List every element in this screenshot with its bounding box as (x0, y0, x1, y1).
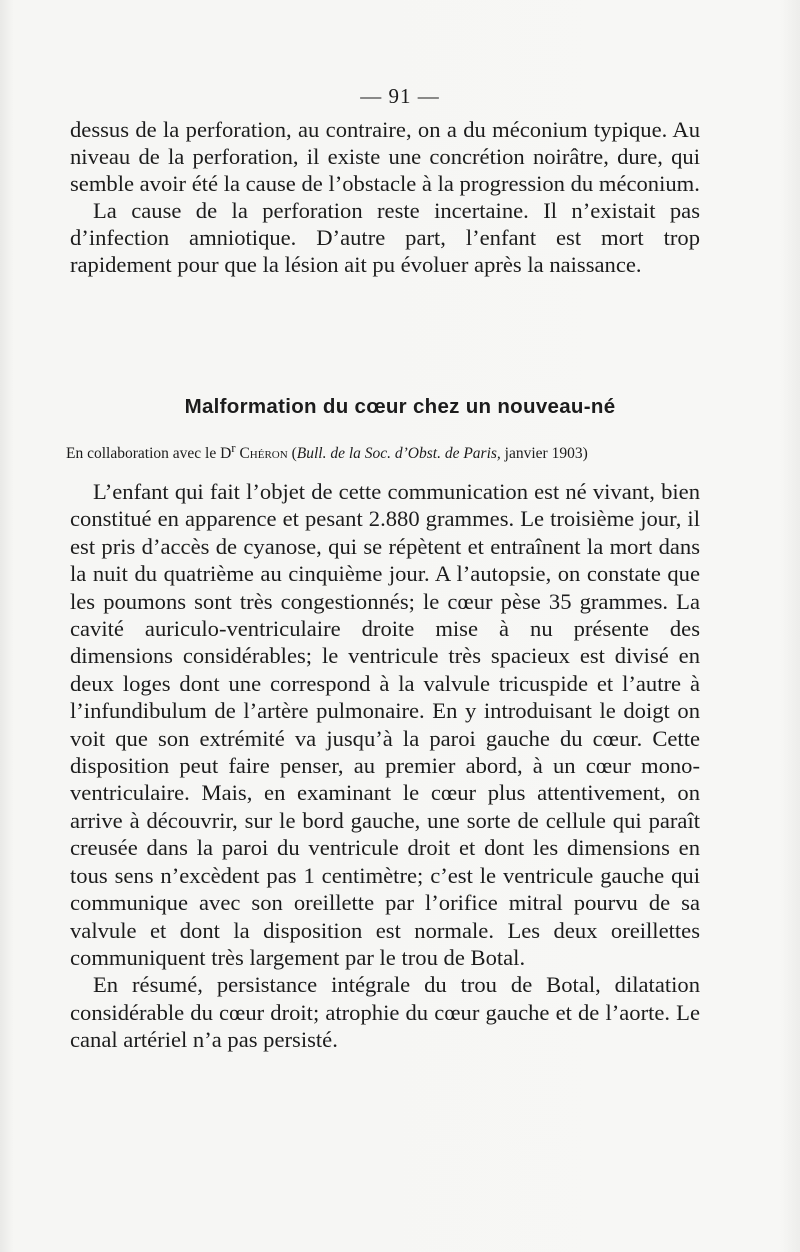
subtitle-author: Chéron (239, 445, 288, 463)
page-number: — 91 — (360, 84, 440, 108)
intro-text (70, 116, 700, 279)
section-body (70, 478, 700, 1054)
paragraph: L’enfant qui fait l’objet de cette communication est né vivant, bien constitué en apparence et pesant 2.880 grammes. Le troisième jour, il est pris d’accès de cyanose, qui se répètent et entraînent la mort dans la nuit du quatrième au cinquième jour. A l’autopsie, on constate que les poumons sont très congestionnés; le cœur pèse 35 grammes. La cavité auriculo-ventriculaire droite mise à nu présente des dimensions considérables; le ventricule très spacieux est divisé en deux loges dont une correspond à la valvule tricuspide et l’autre à l’infundibulum de l’artère pulmonaire. En y introduisant le doigt on voit que son extrémité va jusqu’à la paroi gauche du cœur. Cette disposition peut faire penser, au premier abord, à un cœur mono-ventriculaire. Mais, en examinant le cœur plus attentivement, on arrive à découvrir, sur le bord gauche, une sorte de cellule qui paraît creusée dans la paroi du ventricule droit et dont les dimensions en tous sens n’excèdent pas 1 centimètre; c’est le ventricule gauche qui communique avec son oreillette par l’orifice mitral pourvu de sa valvule et dont la disposition est normale. Les deux oreillettes communiquent très largement par le trou de Botal. (70, 479, 700, 970)
subtitle-journal: Bull. de la Soc. d’Obst. de Paris, (296, 445, 501, 463)
subtitle-date: janvier 1903) (500, 445, 588, 463)
paragraph: dessus de la perforation, au contraire, on a du méconium typique. Au niveau de la perforation, il existe une concrétion noirâtre, dure, qui semble avoir été la cause de l’obstacle à la progression du méconium. (70, 117, 700, 197)
subtitle-prefix: En collaboration avec le D (66, 445, 232, 463)
section-subtitle (66, 440, 706, 463)
paragraph: La cause de la perforation reste incertaine. Il n’existait pas d’infection amniotique. D’autre part, l’enfant est mort trop rapidement pour que la lésion ait pu évoluer après la naissance. (70, 198, 700, 278)
subtitle-superscript: r (231, 440, 236, 455)
subtitle-open-paren: ( (287, 445, 297, 463)
paragraph: En résumé, persistance intégrale du trou de Botal, dilatation considérable du cœur droit; atrophie du cœur gauche et de l’aorte. Le canal artériel n’a pas persisté. (70, 972, 700, 1053)
section-title: Malformation du cœur chez un nouveau-né (184, 395, 616, 418)
